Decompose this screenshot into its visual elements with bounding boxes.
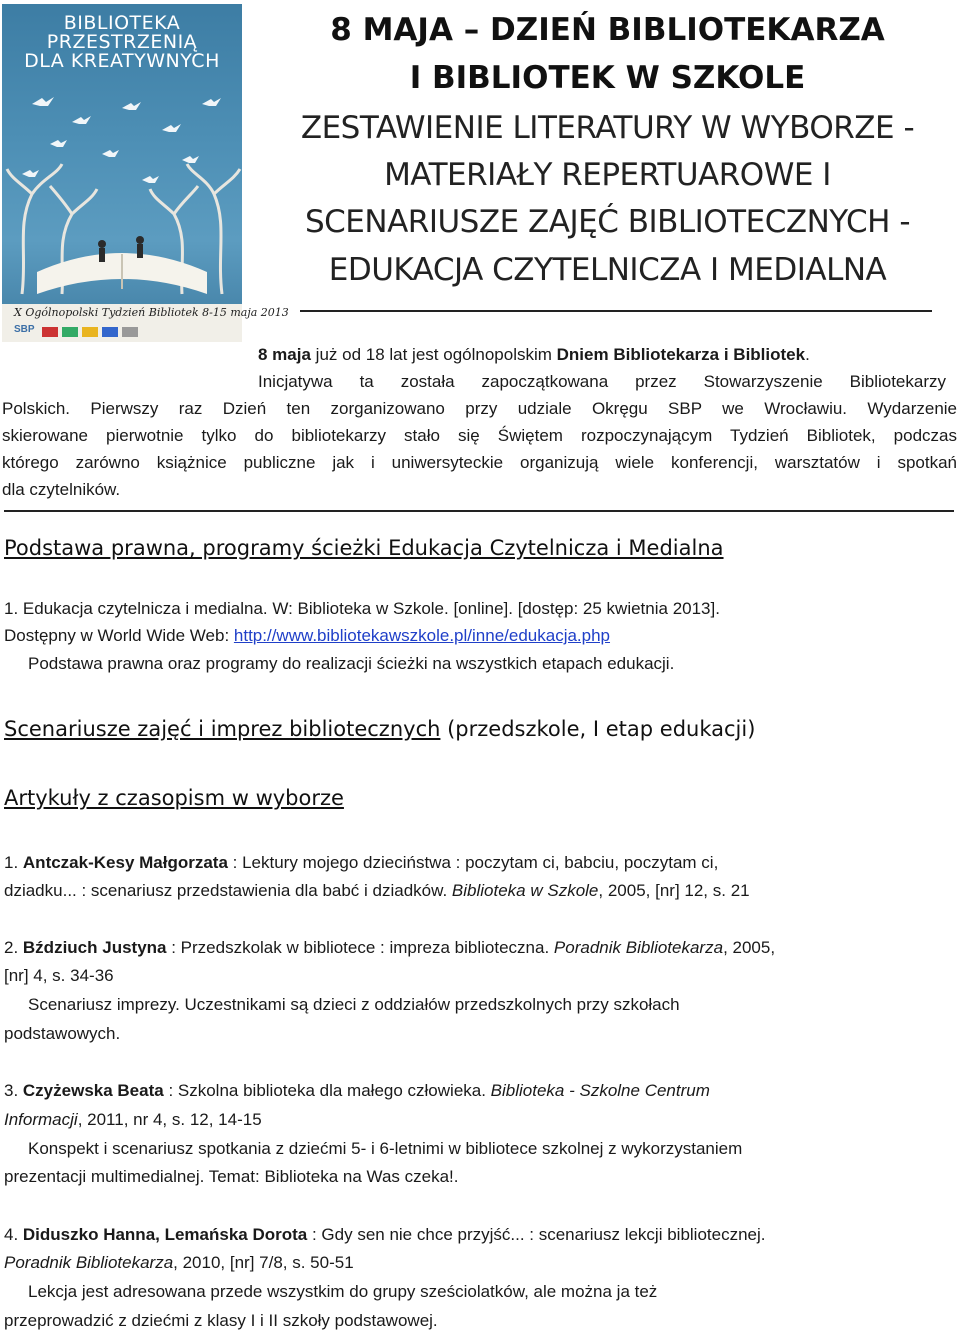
article-2-note-line-2: podstawowych. xyxy=(4,1024,121,1043)
legal-item-1-line-2: Dostępny w World Wide Web: http://www.bibliotekawszkole.pl/inne/edukacja.php xyxy=(4,626,611,645)
page-subtitle-line-3: SCENARIUSZE ZAJĘĆ BIBLIOTECZNYCH - xyxy=(304,204,911,240)
sponsor-logos xyxy=(42,324,142,342)
page-title-line-1: 8 MAJA – DZIEŃ BIBLIOTEKARZA xyxy=(330,12,885,48)
legal-item-1-note: Podstawa prawna oraz programy do realizacji ścieżki na wszystkich etapach edukacji. xyxy=(28,654,675,673)
article-2-line-1: 2. Bździuch Justyna : Przedszkolak w bibliotece : impreza biblioteczna. Poradnik Bibliotekarza, 2005, xyxy=(4,938,776,957)
legal-item-1-line-1: 1. Edukacja czytelnicza i medialna. W: Biblioteka w Szkole. [online]. [dostęp: 25 kwietnia 2013]. xyxy=(4,599,720,618)
page-subtitle-line-1: ZESTAWIENIE LITERATURY W WYBORZE - xyxy=(300,110,915,146)
intro-line-5: którego zarówno książnice publiczne jak i uniwersyteckie organizują wiele konferencji, warsztatów i spotkań xyxy=(2,453,957,472)
article-1-line-1: 1. Antczak-Kesy Małgorzata : Lektury mojego dzieciństwa : poczytam ci, babciu, poczytam ci, xyxy=(4,853,719,872)
section-heading-legal-basis: Podstawa prawna, programy ścieżki Edukacja Czytelnicza i Medialna xyxy=(4,536,724,560)
article-4-note-line-2: przeprowadzić z dziećmi z klasy I i II szkoły podstawowej. xyxy=(4,1311,438,1330)
article-2-line-2: [nr] 4, s. 34-36 xyxy=(4,966,114,985)
section-heading-scenarios: Scenariusze zajęć i imprez bibliotecznych (przedszkole, I etap edukacji) xyxy=(4,717,756,741)
article-1-line-2: dziadku... : scenariusz przedstawienia dla babć i dziadków. Biblioteka w Szkole, 2005, [nr] 12, s. 21 xyxy=(4,881,750,900)
intro-line-4: skierowane pierwotnie tylko do bibliotekarzy stało się Świętem rozpoczynającym Tydzień Bibliotek, podczas xyxy=(2,426,957,445)
article-3-line-1: 3. Czyżewska Beata : Szkolna biblioteka dla małego człowieka. Biblioteka - Szkolne Centrum xyxy=(4,1081,710,1100)
intro-line-2: Inicjatywa ta została zapoczątkowana przez Stowarzyszenie Bibliotekarzy xyxy=(258,372,946,391)
poster-event-text: X Ogólnopolski Tydzień Bibliotek 8-15 maja 2013 xyxy=(14,306,289,319)
intro-divider xyxy=(4,510,954,512)
sbp-logo: SBP xyxy=(14,324,35,335)
header-divider xyxy=(300,310,932,312)
poster-title: BIBLIOTEKA PRZESTRZENIĄ DLA KREATYWNYCH xyxy=(24,12,220,72)
intro-line-6: dla czytelników. xyxy=(2,480,121,499)
article-4-line-1: 4. Diduszko Hanna, Lemańska Dorota : Gdy sen nie chce przyjść... : scenariusz lekcji bibliotecznej. xyxy=(4,1225,766,1244)
intro-line-3: Polskich. Pierwszy raz Dzień ten zorganizowano przy udziale Okręgu SBP we Wrocławiu. Wydarzenie xyxy=(2,399,957,418)
poster-footer xyxy=(2,304,289,342)
section-heading-articles: Artykuły z czasopism w wyborze xyxy=(4,786,344,810)
article-4-note-line-1: Lekcja jest adresowana przede wszystkim do grupy sześciolatków, ale można ja też xyxy=(28,1282,658,1301)
article-3-note-line-1: Konspekt i scenariusz spotkania z dziećmi 5- i 6-letnimi w bibliotece szkolnej z wykorzystaniem xyxy=(28,1139,743,1158)
article-3-line-2: Informacji, 2011, nr 4, s. 12, 14-15 xyxy=(4,1110,262,1129)
page-subtitle-line-4: EDUKACJA CZYTELNICZA I MEDIALNA xyxy=(328,252,887,288)
page-subtitle-line-2: MATERIAŁY REPERTUAROWE I xyxy=(384,157,831,193)
article-2-note-line-1: Scenariusz imprezy. Uczestnikami są dzieci z oddziałów przedszkolnych przy szkołach xyxy=(28,995,680,1014)
page-title-line-2: I BIBLIOTEK W SZKOLE xyxy=(409,60,806,96)
poster-image xyxy=(2,4,289,342)
intro-line-1: 8 maja już od 18 lat jest ogólnopolskim Dniem Bibliotekarza i Bibliotek. xyxy=(258,345,810,364)
article-3-note-line-2: prezentacji multimedialnej. Temat: Biblioteka na Was czeka!. xyxy=(4,1167,459,1186)
article-4-line-2: Poradnik Bibliotekarza, 2010, [nr] 7/8, s. 50-51 xyxy=(4,1253,354,1272)
edukacja-link[interactable]: http://www.bibliotekawszkole.pl/inne/edukacja.php xyxy=(233,626,611,645)
